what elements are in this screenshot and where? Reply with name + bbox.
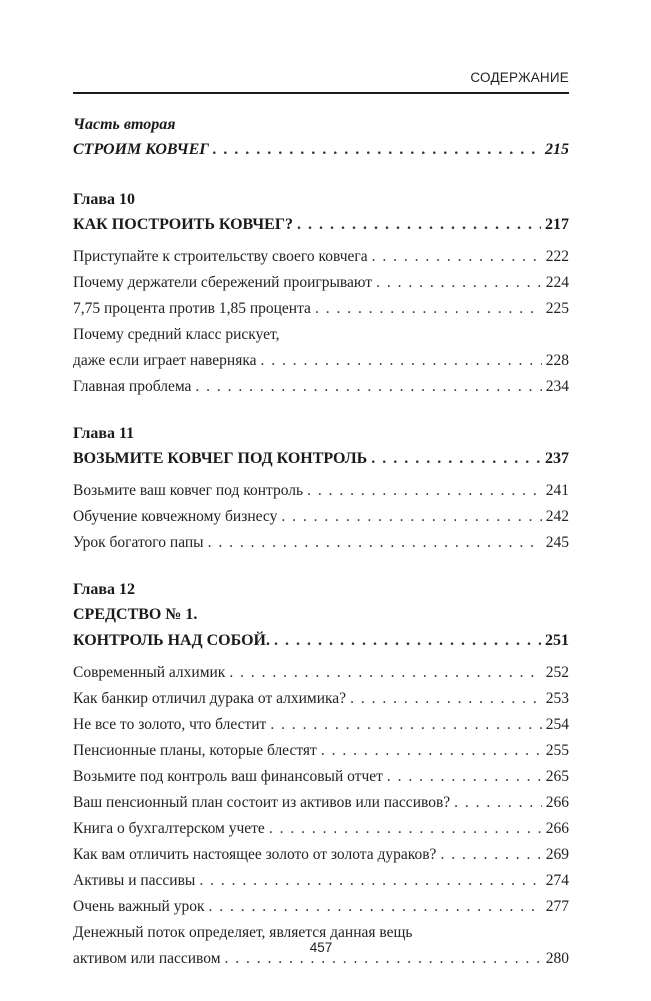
page-folio: 457 [309, 940, 333, 955]
dot-leader [213, 137, 541, 163]
dot-leader [315, 296, 542, 322]
entry-title: Возьмите ваш ковчег под контроль [73, 482, 304, 499]
part-label: Часть вторая [73, 116, 176, 133]
running-head: СОДЕРЖАНИЕ [470, 70, 569, 85]
part-section [73, 113, 569, 163]
entry-title: Урок богатого папы [73, 534, 204, 551]
toc-entry[interactable] [73, 894, 569, 920]
page-number: 269 [545, 846, 569, 863]
chapter-label: Глава 10 [73, 191, 135, 208]
toc-entry[interactable] [73, 842, 569, 868]
dot-leader [307, 478, 542, 504]
toc-line-chapter[interactable] [73, 628, 569, 654]
toc-entry[interactable] [73, 738, 569, 764]
toc-entry-last-line [73, 348, 569, 374]
dot-leader [208, 530, 542, 556]
chapter-title: КАК ПОСТРОИТЬ КОВЧЕГ? [73, 216, 294, 233]
toc-entry[interactable] [73, 270, 569, 296]
book-page [73, 0, 569, 1001]
dot-leader [261, 348, 542, 374]
toc-entry[interactable] [73, 374, 569, 400]
dot-leader [281, 504, 541, 530]
dot-leader [321, 738, 542, 764]
page-number: 241 [545, 482, 569, 499]
entry-title: Современный алхимик [73, 664, 226, 681]
page-number: 253 [545, 690, 569, 707]
chapter-section [73, 188, 569, 400]
toc-entry[interactable] [73, 504, 569, 530]
toc-entry[interactable] [73, 244, 569, 270]
page-number: 222 [545, 248, 569, 265]
page-number: 266 [545, 794, 569, 811]
entry-title: Не все то золото, что блестит [73, 716, 267, 733]
page-number: 224 [545, 274, 569, 291]
toc-line-chapter[interactable] [73, 212, 569, 238]
entry-title: даже если играет наверняка [73, 352, 257, 369]
page-number: 237 [545, 450, 569, 467]
page-number: 265 [545, 768, 569, 785]
page-number: 242 [545, 508, 569, 525]
dot-leader [440, 842, 541, 868]
entry-title-line: Денежный поток определяет, является данная вещь [73, 924, 413, 941]
chapter-label: Глава 12 [73, 581, 135, 598]
entry-title: Ваш пенсионный план состоит из активов или пассивов? [73, 794, 451, 811]
toc-entry[interactable] [73, 816, 569, 842]
dot-leader [372, 244, 542, 270]
toc-entry[interactable] [73, 530, 569, 556]
page-number: 255 [545, 742, 569, 759]
dot-leader [371, 446, 541, 472]
header-rule [73, 92, 569, 94]
page-number: 266 [545, 820, 569, 837]
dot-leader [387, 764, 542, 790]
entry-title: Обучение ковчежному бизнесу [73, 508, 278, 525]
entry-title-line: Почему средний класс рискует, [73, 326, 280, 343]
entry-title: 7,75 процента против 1,85 процента [73, 300, 311, 317]
toc-entry[interactable] [73, 790, 569, 816]
chapter-label: Глава 11 [73, 425, 135, 442]
page-number: 217 [545, 216, 569, 233]
page-number: 277 [545, 898, 569, 915]
toc-entry-multiline[interactable] [73, 322, 569, 374]
part-title: СТРОИМ КОВЧЕГ [73, 141, 209, 158]
dot-leader [270, 712, 541, 738]
dot-leader [376, 270, 542, 296]
page-number: 252 [545, 664, 569, 681]
chapter-title: КОНТРОЛЬ НАД СОБОЙ. [73, 632, 270, 649]
page-number: 280 [545, 950, 569, 967]
page-number: 254 [545, 716, 569, 733]
page-number: 215 [545, 141, 569, 158]
toc-entry[interactable] [73, 868, 569, 894]
entry-title: Главная проблема [73, 378, 192, 395]
toc-line-chapter[interactable] [73, 446, 569, 472]
entry-title: Книга о бухгалтерском учете [73, 820, 265, 837]
chapter-title-line[interactable]: СРЕДСТВО № 1. [73, 606, 198, 623]
dot-leader [350, 686, 542, 712]
dot-leader [297, 212, 541, 238]
entry-title: Активы и пассивы [73, 872, 196, 889]
table-of-contents [73, 113, 569, 972]
page-number: 228 [545, 352, 569, 369]
dot-leader [454, 790, 542, 816]
dot-leader [274, 628, 541, 654]
chapter-section [73, 578, 569, 972]
page-number: 251 [545, 632, 569, 649]
dot-leader [208, 894, 541, 920]
entry-title: Как вам отличить настоящее золото от золота дураков? [73, 846, 437, 863]
dot-leader [269, 816, 542, 842]
dot-leader [195, 374, 541, 400]
entry-title: Как банкир отличил дурака от алхимика? [73, 690, 347, 707]
page-number: 234 [545, 378, 569, 395]
entry-title: Очень важный урок [73, 898, 205, 915]
entry-title: Пенсионные планы, которые блестят [73, 742, 317, 759]
page-number: 225 [545, 300, 569, 317]
entry-title: активом или пассивом [73, 950, 221, 967]
toc-entry[interactable] [73, 764, 569, 790]
toc-entry[interactable] [73, 686, 569, 712]
toc-entry[interactable] [73, 478, 569, 504]
chapter-title: ВОЗЬМИТЕ КОВЧЕГ ПОД КОНТРОЛЬ [73, 450, 368, 467]
toc-line-part[interactable] [73, 137, 569, 163]
dot-leader [199, 868, 541, 894]
dot-leader [229, 660, 541, 686]
entry-title: Приступайте к строительству своего ковчега [73, 248, 368, 265]
page-number: 245 [545, 534, 569, 551]
toc-entry[interactable] [73, 296, 569, 322]
toc-entry[interactable] [73, 660, 569, 686]
toc-entry[interactable] [73, 712, 569, 738]
page-number: 274 [545, 872, 569, 889]
chapter-section [73, 422, 569, 556]
entry-title: Почему держатели сбережений проигрывают [73, 274, 373, 291]
entry-title: Возьмите под контроль ваш финансовый отчет [73, 768, 383, 785]
